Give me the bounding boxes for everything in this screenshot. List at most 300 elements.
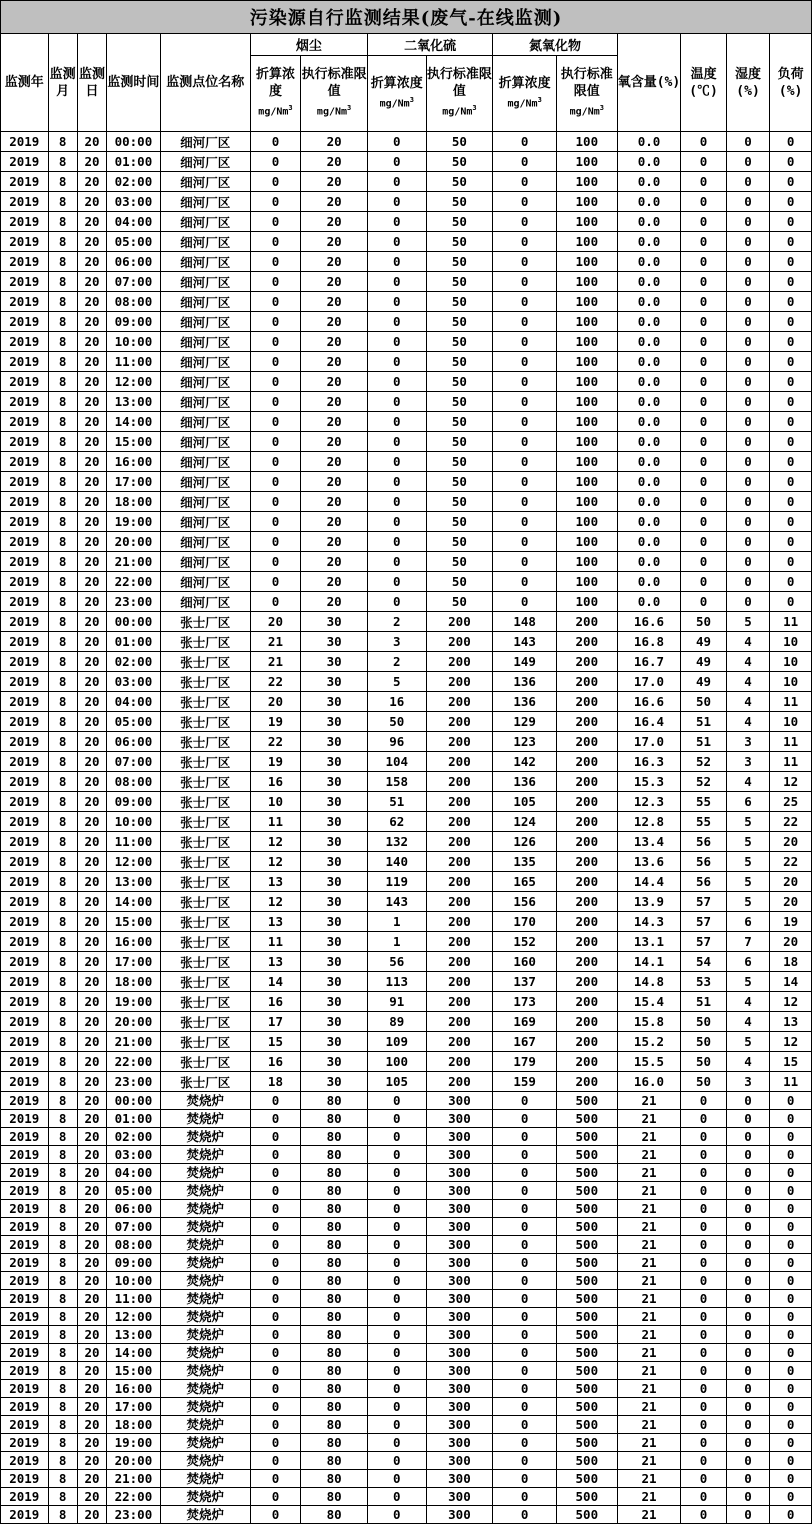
cell-humidity: 4 bbox=[726, 1052, 769, 1072]
cell-smoke-limit: 30 bbox=[301, 832, 368, 852]
cell-oxygen: 21 bbox=[617, 1092, 681, 1110]
cell-site: 焚烧炉 bbox=[160, 1200, 250, 1218]
cell-humidity: 5 bbox=[726, 852, 769, 872]
cell-smoke-conc: 10 bbox=[250, 792, 301, 812]
cell-smoke-limit: 80 bbox=[301, 1344, 368, 1362]
cell-site: 张士厂区 bbox=[160, 1052, 250, 1072]
cell-load: 0 bbox=[770, 452, 812, 472]
cell-so2-limit: 300 bbox=[426, 1470, 493, 1488]
cell-site: 细河厂区 bbox=[160, 272, 250, 292]
cell-nox-conc: 167 bbox=[493, 1032, 557, 1052]
table-row bbox=[1, 732, 812, 752]
cell-so2-limit: 200 bbox=[426, 792, 493, 812]
table-row bbox=[1, 492, 812, 512]
table-row bbox=[1, 1272, 812, 1290]
cell-nox-limit: 200 bbox=[556, 752, 617, 772]
cell-nox-limit: 200 bbox=[556, 872, 617, 892]
cell-site: 张士厂区 bbox=[160, 852, 250, 872]
cell-day: 20 bbox=[77, 672, 106, 692]
cell-load: 13 bbox=[770, 1012, 812, 1032]
cell-day: 20 bbox=[77, 1236, 106, 1254]
cell-nox-limit: 100 bbox=[556, 592, 617, 612]
cell-smoke-conc: 0 bbox=[250, 1110, 301, 1128]
cell-smoke-conc: 16 bbox=[250, 1052, 301, 1072]
cell-nox-limit: 500 bbox=[556, 1326, 617, 1344]
cell-day: 20 bbox=[77, 132, 106, 152]
cell-so2-limit: 200 bbox=[426, 672, 493, 692]
cell-smoke-conc: 21 bbox=[250, 632, 301, 652]
cell-nox-conc: 143 bbox=[493, 632, 557, 652]
cell-so2-conc: 0 bbox=[367, 1470, 426, 1488]
cell-site: 细河厂区 bbox=[160, 472, 250, 492]
cell-month: 8 bbox=[48, 992, 77, 1012]
cell-load: 22 bbox=[770, 812, 812, 832]
cell-load: 11 bbox=[770, 612, 812, 632]
cell-temperature: 57 bbox=[681, 932, 726, 952]
cell-smoke-conc: 0 bbox=[250, 172, 301, 192]
cell-year: 2019 bbox=[1, 492, 49, 512]
cell-load: 14 bbox=[770, 972, 812, 992]
cell-smoke-conc: 22 bbox=[250, 732, 301, 752]
cell-load: 0 bbox=[770, 292, 812, 312]
cell-time: 10:00 bbox=[107, 332, 161, 352]
cell-smoke-conc: 0 bbox=[250, 372, 301, 392]
cell-time: 19:00 bbox=[107, 992, 161, 1012]
cell-so2-limit: 50 bbox=[426, 132, 493, 152]
cell-oxygen: 0.0 bbox=[617, 412, 681, 432]
cell-load: 0 bbox=[770, 1236, 812, 1254]
cell-smoke-conc: 0 bbox=[250, 552, 301, 572]
cell-smoke-limit: 30 bbox=[301, 792, 368, 812]
cell-oxygen: 13.4 bbox=[617, 832, 681, 852]
header-oxygen: 氧含量(%) bbox=[617, 34, 681, 132]
cell-smoke-limit: 80 bbox=[301, 1326, 368, 1344]
cell-day: 20 bbox=[77, 1362, 106, 1380]
cell-time: 08:00 bbox=[107, 1236, 161, 1254]
cell-so2-limit: 200 bbox=[426, 692, 493, 712]
cell-humidity: 0 bbox=[726, 552, 769, 572]
cell-month: 8 bbox=[48, 192, 77, 212]
table-row bbox=[1, 1072, 812, 1092]
cell-smoke-limit: 80 bbox=[301, 1434, 368, 1452]
cell-load: 11 bbox=[770, 1072, 812, 1092]
cell-temperature: 52 bbox=[681, 772, 726, 792]
cell-oxygen: 21 bbox=[617, 1488, 681, 1506]
cell-month: 8 bbox=[48, 1488, 77, 1506]
cell-smoke-limit: 20 bbox=[301, 432, 368, 452]
cell-oxygen: 0.0 bbox=[617, 452, 681, 472]
cell-nox-limit: 100 bbox=[556, 492, 617, 512]
cell-smoke-conc: 0 bbox=[250, 232, 301, 252]
cell-smoke-conc: 16 bbox=[250, 992, 301, 1012]
cell-humidity: 0 bbox=[726, 1344, 769, 1362]
cell-smoke-limit: 20 bbox=[301, 572, 368, 592]
table-row bbox=[1, 632, 812, 652]
cell-temperature: 50 bbox=[681, 692, 726, 712]
table-row bbox=[1, 272, 812, 292]
cell-nox-limit: 100 bbox=[556, 272, 617, 292]
cell-humidity: 4 bbox=[726, 772, 769, 792]
cell-day: 20 bbox=[77, 412, 106, 432]
cell-smoke-limit: 30 bbox=[301, 952, 368, 972]
cell-so2-conc: 0 bbox=[367, 1488, 426, 1506]
cell-smoke-limit: 30 bbox=[301, 852, 368, 872]
cell-so2-limit: 50 bbox=[426, 572, 493, 592]
cell-humidity: 0 bbox=[726, 1254, 769, 1272]
cell-load: 20 bbox=[770, 872, 812, 892]
cell-oxygen: 21 bbox=[617, 1380, 681, 1398]
cell-site: 细河厂区 bbox=[160, 192, 250, 212]
cell-day: 20 bbox=[77, 1344, 106, 1362]
cell-time: 12:00 bbox=[107, 372, 161, 392]
cell-site: 细河厂区 bbox=[160, 572, 250, 592]
cell-so2-conc: 0 bbox=[367, 332, 426, 352]
cell-so2-conc: 104 bbox=[367, 752, 426, 772]
cell-humidity: 0 bbox=[726, 1380, 769, 1398]
cell-site: 张士厂区 bbox=[160, 812, 250, 832]
cell-load: 0 bbox=[770, 1182, 812, 1200]
cell-so2-limit: 200 bbox=[426, 732, 493, 752]
cell-time: 12:00 bbox=[107, 852, 161, 872]
cell-temperature: 0 bbox=[681, 1164, 726, 1182]
cell-oxygen: 0.0 bbox=[617, 492, 681, 512]
cell-load: 11 bbox=[770, 752, 812, 772]
cell-year: 2019 bbox=[1, 1326, 49, 1344]
cell-smoke-conc: 0 bbox=[250, 152, 301, 172]
cell-smoke-conc: 0 bbox=[250, 1182, 301, 1200]
cell-time: 04:00 bbox=[107, 1164, 161, 1182]
cell-so2-conc: 105 bbox=[367, 1072, 426, 1092]
cell-site: 焚烧炉 bbox=[160, 1506, 250, 1524]
cell-temperature: 0 bbox=[681, 1452, 726, 1470]
table-row bbox=[1, 1416, 812, 1434]
cell-humidity: 0 bbox=[726, 512, 769, 532]
cell-so2-conc: 109 bbox=[367, 1032, 426, 1052]
cell-site: 张士厂区 bbox=[160, 832, 250, 852]
cell-nox-limit: 200 bbox=[556, 732, 617, 752]
cell-temperature: 56 bbox=[681, 832, 726, 852]
cell-year: 2019 bbox=[1, 632, 49, 652]
cell-time: 05:00 bbox=[107, 1182, 161, 1200]
cell-smoke-conc: 0 bbox=[250, 1290, 301, 1308]
header-nox: 氮氧化物 bbox=[493, 34, 617, 56]
cell-month: 8 bbox=[48, 932, 77, 952]
unit-label bbox=[301, 100, 367, 120]
cell-smoke-limit: 80 bbox=[301, 1254, 368, 1272]
cell-so2-conc: 0 bbox=[367, 1506, 426, 1524]
cell-year: 2019 bbox=[1, 352, 49, 372]
cell-nox-limit: 100 bbox=[556, 232, 617, 252]
cell-smoke-conc: 19 bbox=[250, 712, 301, 732]
cell-so2-conc: 89 bbox=[367, 1012, 426, 1032]
cell-month: 8 bbox=[48, 472, 77, 492]
cell-site: 焚烧炉 bbox=[160, 1380, 250, 1398]
cell-year: 2019 bbox=[1, 1362, 49, 1380]
cell-load: 0 bbox=[770, 1272, 812, 1290]
cell-smoke-limit: 30 bbox=[301, 652, 368, 672]
cell-oxygen: 15.5 bbox=[617, 1052, 681, 1072]
cell-temperature: 0 bbox=[681, 1308, 726, 1326]
table-row bbox=[1, 1254, 812, 1272]
unit-text: mg/Nm bbox=[258, 106, 289, 118]
cell-smoke-limit: 80 bbox=[301, 1236, 368, 1254]
cell-smoke-limit: 20 bbox=[301, 592, 368, 612]
cell-so2-limit: 200 bbox=[426, 712, 493, 732]
cell-load: 0 bbox=[770, 1362, 812, 1380]
cell-oxygen: 13.9 bbox=[617, 892, 681, 912]
cell-temperature: 0 bbox=[681, 532, 726, 552]
cell-so2-limit: 200 bbox=[426, 632, 493, 652]
cell-time: 05:00 bbox=[107, 712, 161, 732]
header-month: 监测月 bbox=[48, 34, 77, 132]
cell-smoke-conc: 22 bbox=[250, 672, 301, 692]
cell-month: 8 bbox=[48, 432, 77, 452]
cell-load: 20 bbox=[770, 932, 812, 952]
cell-so2-conc: 0 bbox=[367, 1110, 426, 1128]
header-load: 负荷(%) bbox=[770, 34, 812, 132]
cell-nox-limit: 200 bbox=[556, 1032, 617, 1052]
cell-so2-conc: 0 bbox=[367, 1182, 426, 1200]
cell-oxygen: 21 bbox=[617, 1128, 681, 1146]
cell-temperature: 57 bbox=[681, 912, 726, 932]
cell-nox-limit: 200 bbox=[556, 832, 617, 852]
cell-time: 07:00 bbox=[107, 272, 161, 292]
cell-time: 03:00 bbox=[107, 672, 161, 692]
cell-oxygen: 16.8 bbox=[617, 632, 681, 652]
cell-so2-conc: 0 bbox=[367, 432, 426, 452]
cell-day: 20 bbox=[77, 1032, 106, 1052]
cell-temperature: 0 bbox=[681, 1362, 726, 1380]
cell-nox-conc: 0 bbox=[493, 172, 557, 192]
header-limit-label: 执行标准限值 bbox=[560, 67, 613, 100]
cell-time: 21:00 bbox=[107, 1470, 161, 1488]
cell-nox-limit: 100 bbox=[556, 352, 617, 372]
cell-so2-conc: 0 bbox=[367, 192, 426, 212]
cell-so2-conc: 158 bbox=[367, 772, 426, 792]
cell-temperature: 0 bbox=[681, 572, 726, 592]
cell-site: 细河厂区 bbox=[160, 232, 250, 252]
cell-so2-conc: 0 bbox=[367, 492, 426, 512]
unit-superscript: 3 bbox=[472, 104, 477, 113]
cell-oxygen: 0.0 bbox=[617, 372, 681, 392]
cell-site: 细河厂区 bbox=[160, 332, 250, 352]
table-row bbox=[1, 1012, 812, 1032]
cell-day: 20 bbox=[77, 612, 106, 632]
cell-smoke-limit: 20 bbox=[301, 392, 368, 412]
cell-time: 01:00 bbox=[107, 1110, 161, 1128]
cell-nox-conc: 0 bbox=[493, 1110, 557, 1128]
cell-day: 20 bbox=[77, 1182, 106, 1200]
cell-so2-conc: 143 bbox=[367, 892, 426, 912]
table-row bbox=[1, 472, 812, 492]
cell-humidity: 5 bbox=[726, 832, 769, 852]
cell-nox-conc: 0 bbox=[493, 432, 557, 452]
table-row bbox=[1, 952, 812, 972]
cell-load: 0 bbox=[770, 152, 812, 172]
table-row bbox=[1, 832, 812, 852]
cell-so2-limit: 200 bbox=[426, 1072, 493, 1092]
cell-nox-limit: 100 bbox=[556, 132, 617, 152]
cell-nox-conc: 136 bbox=[493, 672, 557, 692]
cell-site: 张士厂区 bbox=[160, 652, 250, 672]
cell-nox-conc: 0 bbox=[493, 192, 557, 212]
cell-smoke-limit: 80 bbox=[301, 1272, 368, 1290]
cell-time: 01:00 bbox=[107, 632, 161, 652]
cell-day: 20 bbox=[77, 1470, 106, 1488]
table-row bbox=[1, 1326, 812, 1344]
cell-temperature: 0 bbox=[681, 1092, 726, 1110]
cell-oxygen: 0.0 bbox=[617, 392, 681, 412]
cell-load: 0 bbox=[770, 572, 812, 592]
header-day: 监测日 bbox=[77, 34, 106, 132]
cell-nox-conc: 0 bbox=[493, 312, 557, 332]
cell-time: 02:00 bbox=[107, 172, 161, 192]
cell-so2-limit: 300 bbox=[426, 1434, 493, 1452]
cell-load: 0 bbox=[770, 232, 812, 252]
cell-humidity: 4 bbox=[726, 1012, 769, 1032]
cell-nox-conc: 0 bbox=[493, 592, 557, 612]
cell-so2-conc: 0 bbox=[367, 452, 426, 472]
cell-temperature: 0 bbox=[681, 1200, 726, 1218]
table-row bbox=[1, 512, 812, 532]
cell-nox-conc: 0 bbox=[493, 272, 557, 292]
cell-nox-limit: 200 bbox=[556, 892, 617, 912]
cell-nox-limit: 200 bbox=[556, 932, 617, 952]
cell-nox-limit: 500 bbox=[556, 1092, 617, 1110]
cell-smoke-limit: 20 bbox=[301, 372, 368, 392]
cell-temperature: 56 bbox=[681, 852, 726, 872]
cell-so2-limit: 200 bbox=[426, 612, 493, 632]
table-row bbox=[1, 1128, 812, 1146]
cell-smoke-limit: 20 bbox=[301, 292, 368, 312]
cell-site: 焚烧炉 bbox=[160, 1146, 250, 1164]
cell-load: 11 bbox=[770, 692, 812, 712]
cell-day: 20 bbox=[77, 732, 106, 752]
cell-so2-conc: 0 bbox=[367, 472, 426, 492]
cell-so2-limit: 300 bbox=[426, 1308, 493, 1326]
cell-so2-conc: 0 bbox=[367, 1380, 426, 1398]
table-row bbox=[1, 712, 812, 732]
cell-nox-conc: 149 bbox=[493, 652, 557, 672]
cell-time: 16:00 bbox=[107, 932, 161, 952]
cell-smoke-limit: 30 bbox=[301, 892, 368, 912]
cell-year: 2019 bbox=[1, 852, 49, 872]
cell-load: 10 bbox=[770, 632, 812, 652]
cell-nox-conc: 0 bbox=[493, 412, 557, 432]
cell-humidity: 0 bbox=[726, 1452, 769, 1470]
cell-oxygen: 21 bbox=[617, 1182, 681, 1200]
cell-month: 8 bbox=[48, 1290, 77, 1308]
cell-temperature: 0 bbox=[681, 252, 726, 272]
cell-day: 20 bbox=[77, 472, 106, 492]
cell-time: 20:00 bbox=[107, 532, 161, 552]
cell-so2-limit: 300 bbox=[426, 1218, 493, 1236]
cell-month: 8 bbox=[48, 412, 77, 432]
cell-time: 15:00 bbox=[107, 432, 161, 452]
cell-so2-limit: 300 bbox=[426, 1506, 493, 1524]
cell-so2-limit: 200 bbox=[426, 952, 493, 972]
cell-time: 17:00 bbox=[107, 1398, 161, 1416]
cell-smoke-conc: 0 bbox=[250, 412, 301, 432]
cell-site: 焚烧炉 bbox=[160, 1182, 250, 1200]
cell-time: 23:00 bbox=[107, 1072, 161, 1092]
cell-temperature: 0 bbox=[681, 392, 726, 412]
cell-so2-limit: 300 bbox=[426, 1290, 493, 1308]
cell-time: 04:00 bbox=[107, 692, 161, 712]
cell-so2-conc: 0 bbox=[367, 272, 426, 292]
cell-so2-conc: 140 bbox=[367, 852, 426, 872]
cell-smoke-limit: 20 bbox=[301, 172, 368, 192]
cell-so2-limit: 50 bbox=[426, 192, 493, 212]
table-row bbox=[1, 1110, 812, 1128]
cell-time: 23:00 bbox=[107, 592, 161, 612]
cell-so2-conc: 1 bbox=[367, 932, 426, 952]
cell-smoke-conc: 18 bbox=[250, 1072, 301, 1092]
cell-site: 细河厂区 bbox=[160, 252, 250, 272]
cell-temperature: 0 bbox=[681, 1146, 726, 1164]
cell-year: 2019 bbox=[1, 412, 49, 432]
cell-day: 20 bbox=[77, 592, 106, 612]
cell-so2-conc: 0 bbox=[367, 1290, 426, 1308]
cell-year: 2019 bbox=[1, 652, 49, 672]
cell-so2-limit: 200 bbox=[426, 1012, 493, 1032]
header-site: 监测点位名称 bbox=[160, 34, 250, 132]
cell-oxygen: 13.6 bbox=[617, 852, 681, 872]
cell-year: 2019 bbox=[1, 312, 49, 332]
cell-humidity: 6 bbox=[726, 912, 769, 932]
cell-oxygen: 21 bbox=[617, 1398, 681, 1416]
cell-nox-limit: 100 bbox=[556, 372, 617, 392]
cell-so2-conc: 2 bbox=[367, 612, 426, 632]
cell-year: 2019 bbox=[1, 1200, 49, 1218]
cell-so2-conc: 5 bbox=[367, 672, 426, 692]
cell-so2-limit: 50 bbox=[426, 172, 493, 192]
cell-temperature: 56 bbox=[681, 872, 726, 892]
cell-year: 2019 bbox=[1, 1434, 49, 1452]
cell-time: 17:00 bbox=[107, 952, 161, 972]
cell-humidity: 5 bbox=[726, 872, 769, 892]
cell-nox-conc: 0 bbox=[493, 1506, 557, 1524]
cell-day: 20 bbox=[77, 232, 106, 252]
cell-time: 00:00 bbox=[107, 132, 161, 152]
cell-month: 8 bbox=[48, 452, 77, 472]
header-smoke-conc bbox=[250, 56, 301, 132]
cell-temperature: 52 bbox=[681, 752, 726, 772]
header-time: 监测时间 bbox=[107, 34, 161, 132]
cell-day: 20 bbox=[77, 892, 106, 912]
cell-nox-limit: 500 bbox=[556, 1164, 617, 1182]
cell-day: 20 bbox=[77, 492, 106, 512]
table-row bbox=[1, 532, 812, 552]
cell-humidity: 0 bbox=[726, 1506, 769, 1524]
cell-temperature: 0 bbox=[681, 1110, 726, 1128]
cell-smoke-conc: 0 bbox=[250, 132, 301, 152]
cell-month: 8 bbox=[48, 812, 77, 832]
cell-load: 22 bbox=[770, 852, 812, 872]
cell-day: 20 bbox=[77, 272, 106, 292]
cell-oxygen: 21 bbox=[617, 1146, 681, 1164]
cell-nox-conc: 0 bbox=[493, 472, 557, 492]
cell-smoke-conc: 0 bbox=[250, 1218, 301, 1236]
cell-site: 细河厂区 bbox=[160, 532, 250, 552]
cell-smoke-limit: 80 bbox=[301, 1182, 368, 1200]
table-row bbox=[1, 652, 812, 672]
cell-oxygen: 21 bbox=[617, 1506, 681, 1524]
table-row bbox=[1, 212, 812, 232]
cell-site: 张士厂区 bbox=[160, 952, 250, 972]
cell-load: 0 bbox=[770, 1488, 812, 1506]
cell-nox-limit: 500 bbox=[556, 1506, 617, 1524]
